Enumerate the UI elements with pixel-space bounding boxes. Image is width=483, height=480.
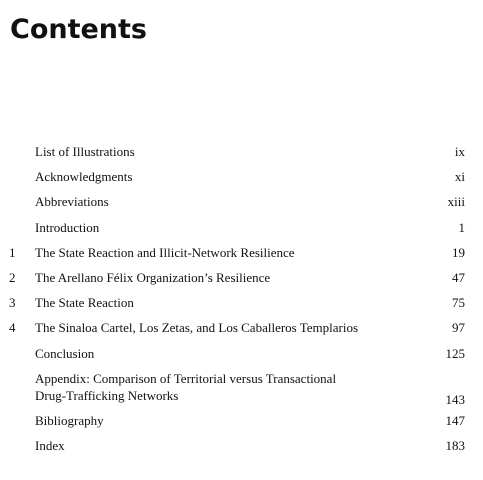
toc-entry-page: 75 bbox=[452, 295, 465, 311]
toc-entry-chapter-4 bbox=[0, 315, 483, 340]
toc-entry-title: Index bbox=[35, 437, 65, 453]
toc-entry-page: xiii bbox=[447, 194, 465, 210]
toc-entry-list-of-illustrations bbox=[0, 139, 483, 164]
toc-entry-title-line-2: Drug-Trafficking Networks bbox=[35, 388, 179, 404]
toc-entry-page: ix bbox=[454, 144, 465, 159]
toc-entry-page: 147 bbox=[445, 412, 465, 428]
toc-entry-title-line-1: Appendix: Comparison of Territorial versus Transactional bbox=[35, 371, 337, 387]
toc-entry-number: 1 bbox=[9, 244, 16, 260]
toc-entry-title: The Arellano Félix Organization’s Resilience bbox=[35, 269, 271, 285]
toc-entry-index bbox=[0, 433, 483, 458]
toc-entry-appendix bbox=[0, 366, 483, 408]
toc-entry-title: The Sinaloa Cartel, Los Zetas, and Los Caballeros Templarios bbox=[35, 320, 359, 336]
toc-entry-conclusion bbox=[0, 341, 483, 366]
toc-entry-acknowledgments bbox=[0, 164, 483, 189]
toc-entry-number: 4 bbox=[9, 320, 16, 336]
toc-entry-title: Bibliography bbox=[35, 412, 104, 428]
toc-entry-number: 2 bbox=[9, 269, 16, 285]
toc-entry-title: Introduction bbox=[35, 219, 100, 235]
toc-entry-chapter-1 bbox=[0, 240, 483, 265]
toc-entry-page: 125 bbox=[445, 345, 465, 361]
toc-entry-title: Conclusion bbox=[35, 345, 95, 361]
toc-entry-number: 3 bbox=[9, 295, 16, 311]
page-title: Contents bbox=[10, 14, 148, 45]
toc-entry-chapter-3 bbox=[0, 290, 483, 315]
toc-entry-title: The State Reaction bbox=[35, 295, 134, 311]
toc-entry-page: 143 bbox=[445, 391, 465, 407]
toc-entry-page: 1 bbox=[458, 219, 465, 235]
table-of-contents bbox=[0, 139, 483, 458]
toc-entry-page: 97 bbox=[452, 320, 465, 336]
toc-entry-bibliography bbox=[0, 408, 483, 433]
toc-entry-title: Abbreviations bbox=[35, 194, 109, 210]
toc-entry-title: Acknowledgments bbox=[35, 169, 133, 185]
toc-entry-page: 47 bbox=[452, 269, 465, 285]
toc-entry-page: 19 bbox=[452, 244, 465, 260]
toc-entry-title: List of Illustrations bbox=[35, 144, 135, 159]
toc-entry-page: xi bbox=[454, 169, 465, 185]
toc-entry-title: The State Reaction and Illicit-Network Resilience bbox=[35, 244, 295, 260]
toc-entry-chapter-2 bbox=[0, 265, 483, 290]
toc-entry-title bbox=[35, 366, 415, 405]
toc-entry-introduction bbox=[0, 215, 483, 240]
toc-entry-abbreviations bbox=[0, 189, 483, 214]
toc-entry-page: 183 bbox=[445, 437, 465, 453]
